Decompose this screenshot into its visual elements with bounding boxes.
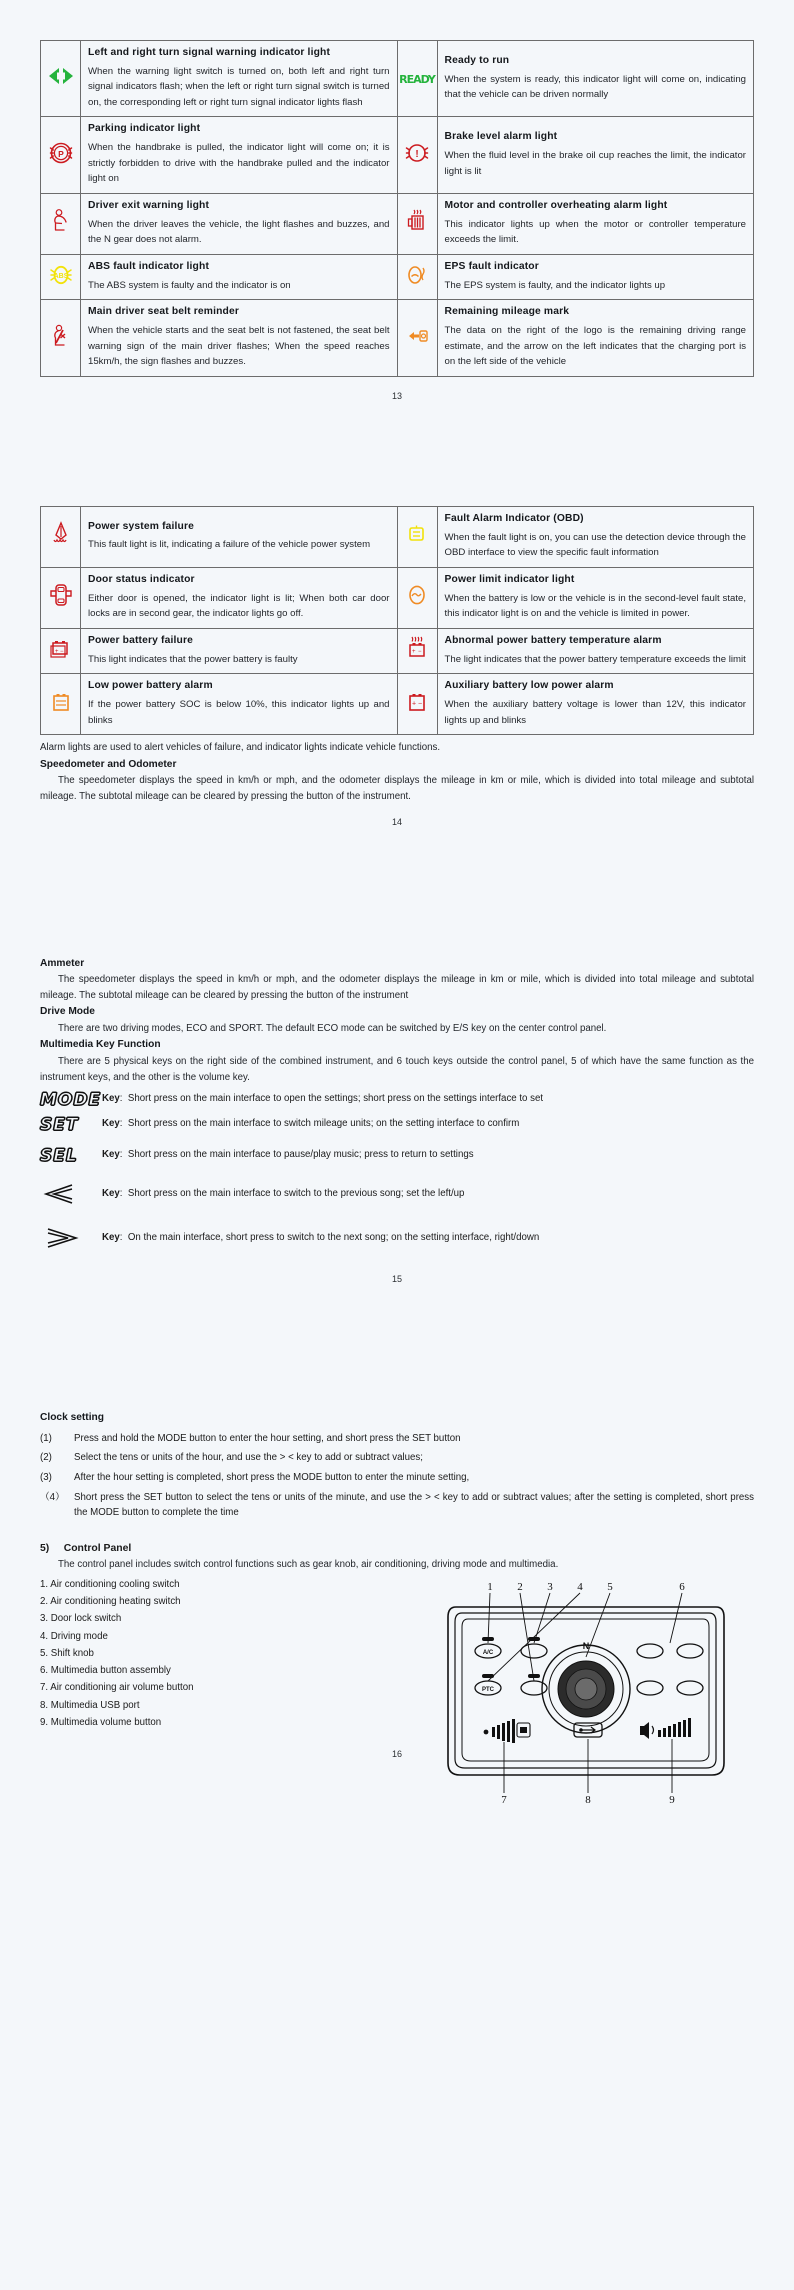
indicator-desc: The EPS system is faulty, and the indicator lights up	[444, 279, 666, 291]
control-panel-diagram	[434, 1577, 744, 1807]
indicator-desc: When the warning light switch is turned on, both left and right turn signal indicators flash; when the left or right turn signal switch is turned on, the corresponding left or right turn signal indicator lights flash	[88, 65, 390, 108]
page-number: 14	[391, 816, 402, 827]
ptc-button-label[interactable]: PTC	[482, 1687, 494, 1694]
indicator-desc: This light indicates that the power battery is faulty	[88, 653, 298, 665]
multimedia-body: There are 5 physical keys on the right side of the combined instrument, and 6 touch keys outside the control panel, 5 of which have the same function as the instrument keys, and the other is the volume key.	[40, 1055, 754, 1083]
auxiliary-battery-icon	[397, 674, 437, 735]
indicator-table-2	[40, 506, 754, 735]
set-key-icon	[40, 1116, 102, 1135]
list-item	[40, 1450, 754, 1466]
parking-brake-icon	[41, 117, 81, 193]
key-label: Key	[102, 1232, 120, 1244]
list-item	[40, 1470, 754, 1486]
ammeter-body: The speedometer displays the speed in km/h or mph, and the odometer displays the mileage in km or mile, which is divided into total mileage and subtotal mileage. The subtotal mileage can be cleared by pressing the button of the instrument	[40, 973, 754, 1001]
control-panel-number: 5)	[40, 1543, 50, 1555]
svg-text:−: −	[59, 649, 64, 656]
multimedia-button-4[interactable]	[677, 1681, 703, 1695]
key-row-set	[40, 1116, 754, 1135]
low-power-battery-icon	[41, 674, 81, 735]
indicator-desc: The ABS system is faulty and the indicator is on	[88, 279, 291, 291]
page-number: 13	[391, 390, 402, 401]
list-item	[40, 1490, 754, 1521]
control-panel-item: 2. Air conditioning heating switch	[40, 1596, 181, 1608]
callout-8: 8	[585, 1794, 591, 1807]
driver-exit-icon	[41, 193, 81, 254]
ready-text-icon: READY	[397, 41, 437, 117]
clock-heading: Clock setting	[40, 1412, 104, 1424]
indicator-desc: If the power battery SOC is below 10%, this indicator lights up and blinks	[88, 699, 390, 726]
indicator-title: Auxiliary battery low power alarm	[444, 680, 614, 692]
previous-track-icon	[40, 1182, 102, 1210]
indicator-title: Power limit indicator light	[444, 573, 575, 585]
key-label: Key	[102, 1118, 120, 1130]
set-key-glyph: SET	[40, 1115, 79, 1136]
indicator-desc: This indicator lights up when the motor or controller temperature exceeds the limit.	[444, 218, 746, 246]
step-text: Press and hold the MODE button to enter the hour setting, and short press the SET button	[74, 1432, 461, 1444]
indicator-desc: When the system is ready, this indicator light will come on, indicating that the vehicle can be driven normally	[444, 73, 746, 101]
control-panel-item: 4. Driving mode	[40, 1630, 108, 1642]
indicator-title: Parking indicator light	[88, 123, 201, 135]
svg-text:!: !	[415, 148, 419, 160]
multimedia-button-2[interactable]	[677, 1644, 703, 1658]
table-row	[41, 117, 754, 193]
key-desc: Short press on the main interface to open the settings; short press on the settings interface to set	[127, 1093, 544, 1105]
key-sep: :	[119, 1118, 123, 1130]
drive-mode-body: There are two driving modes, ECO and SPORT. The default ECO mode can be switched by E/S key on the center control panel.	[58, 1022, 607, 1034]
step-text: Select the tens or units of the hour, and use the > < key to add or subtract values;	[74, 1452, 423, 1464]
table-row	[41, 193, 754, 254]
indicator-title: Fault Alarm Indicator (OBD)	[444, 512, 584, 524]
indicator-desc: Either door is opened, the indicator light is lit; When both car door locks are in second gear, the indicator lights go off.	[88, 592, 390, 620]
multimedia-volume-slider[interactable]	[640, 1718, 691, 1739]
indicator-desc: When the fluid level in the brake oil cup reaches the limit, the indicator light is lit	[444, 150, 746, 177]
table-row	[41, 674, 754, 735]
key-desc: Short press on the main interface to pause/play music; press to return to settings	[127, 1149, 474, 1161]
turn-signal-arrows-icon	[41, 41, 81, 117]
svg-text:+: +	[412, 700, 417, 708]
key-desc: Short press on the main interface to switch to the previous song; set the left/up	[127, 1188, 465, 1200]
indicator-desc: When the handbrake is pulled, the indicator light will come on; it is strictly forbidden to drive with the handbrake pulled and the indicator light on	[88, 142, 390, 185]
step-number: (3)	[40, 1472, 52, 1484]
page-number: 16	[391, 1749, 402, 1760]
indicator-desc: When the vehicle starts and the seat belt is not fastened, the seat belt warning sign of the main driver flashes; When the speed reaches 15km/h, the sign flashes and buzzes.	[88, 325, 390, 368]
control-panel-heading: Control Panel	[63, 1543, 132, 1555]
page-number: 15	[391, 1274, 402, 1285]
key-desc: Short press on the main interface to switch mileage units; on the setting interface to confirm	[127, 1118, 520, 1130]
indicator-desc: When the fault light is on, you can use the detection device through the OBD interface to view the specific fault information	[444, 531, 746, 559]
table-row	[41, 506, 754, 567]
abs-fault-icon	[41, 254, 81, 299]
speedometer-body: The speedometer displays the speed in km/h or mph, and the odometer displays the mileage in km or mile, which is divided into total mileage and subtotal mileage. The subtotal mileage can be cleared by pressing the button of the instrument.	[40, 775, 754, 802]
svg-text:+: +	[54, 649, 59, 656]
key-sep: :	[119, 1149, 123, 1161]
control-panel-item: 3. Door lock switch	[40, 1613, 122, 1625]
obd-fault-alarm-icon	[397, 506, 437, 567]
table-row	[41, 567, 754, 628]
control-panel-item: 8. Multimedia USB port	[40, 1699, 140, 1711]
key-sep: :	[119, 1188, 123, 1200]
key-label: Key	[102, 1093, 120, 1105]
mode-key-icon	[40, 1091, 102, 1110]
svg-text:−: −	[418, 700, 423, 708]
table-row	[41, 628, 754, 673]
power-system-failure-icon	[41, 506, 81, 567]
key-label: Key	[102, 1149, 120, 1161]
key-sep: :	[119, 1093, 123, 1105]
step-text: Short press the SET button to select the tens or units of the minute, and use the > < key to add or subtract values; after the setting is completed, short press the MODE button to complete the time	[74, 1491, 754, 1519]
indicator-table-1	[40, 40, 754, 377]
power-limit-icon	[397, 567, 437, 628]
ammeter-heading: Ammeter	[40, 957, 85, 969]
table-row	[41, 300, 754, 376]
drive-mode-button[interactable]	[521, 1681, 547, 1695]
multimedia-heading: Multimedia Key Function	[40, 1039, 161, 1051]
indicator-desc: When the driver leaves the vehicle, the light flashes and buzzes, and the N gear does not alarm.	[88, 218, 390, 246]
key-row-previous	[40, 1182, 754, 1210]
indicator-title: Door status indicator	[88, 573, 195, 585]
indicator-title: Ready to run	[444, 54, 510, 66]
seat-belt-icon	[41, 300, 81, 376]
control-panel-item: 1. Air conditioning cooling switch	[40, 1578, 180, 1590]
sel-key-glyph: SEL	[40, 1146, 78, 1167]
door-status-icon	[41, 567, 81, 628]
step-number: （4）	[40, 1491, 65, 1503]
callout-2: 2	[517, 1581, 523, 1594]
control-panel-item: 5. Shift knob	[40, 1647, 94, 1659]
control-panel-item: 9. Multimedia volume button	[40, 1717, 162, 1729]
alarm-note: Alarm lights are used to alert vehicles of failure, and indicator lights indicate vehicle functions.	[40, 742, 441, 754]
callout-1: 1	[487, 1581, 493, 1594]
control-panel-body: The control panel includes switch control functions such as gear knob, air conditioning, driving mode and multimedia.	[58, 1559, 559, 1571]
mode-key-glyph: MODE	[40, 1090, 102, 1111]
indicator-title: Driver exit warning light	[88, 199, 210, 211]
motor-overheat-icon	[397, 193, 437, 254]
table-row	[41, 254, 754, 299]
indicator-title: EPS fault indicator	[444, 260, 539, 272]
key-label: Key	[102, 1188, 120, 1200]
multimedia-button-1[interactable]	[637, 1644, 663, 1658]
multimedia-button-3[interactable]	[637, 1681, 663, 1695]
eps-fault-icon	[397, 254, 437, 299]
control-panel-item: 7. Air conditioning air volume button	[40, 1682, 194, 1694]
indicator-desc: When the battery is low or the vehicle is in the second-level fault state, this indicator light is on and the vehicle is limited in power.	[444, 592, 746, 620]
battery-temperature-icon	[397, 628, 437, 673]
indicator-title: Power battery failure	[88, 634, 194, 646]
key-row-next	[40, 1226, 754, 1254]
svg-text:ABS: ABS	[53, 272, 68, 280]
svg-text:−: −	[418, 649, 422, 656]
key-desc: On the main interface, short press to switch to the next song; on the setting interface, right/down	[127, 1232, 540, 1244]
ac-button-label[interactable]: A/C	[482, 1650, 494, 1657]
indicator-title: Main driver seat belt reminder	[88, 306, 239, 318]
power-battery-failure-icon	[41, 628, 81, 673]
callout-6: 6	[679, 1581, 685, 1594]
callout-9: 9	[669, 1794, 675, 1807]
sel-key-icon	[40, 1147, 102, 1166]
remaining-mileage-icon	[397, 300, 437, 376]
indicator-desc: This fault light is lit, indicating a failure of the vehicle power system	[88, 539, 371, 551]
brake-level-icon	[397, 117, 437, 193]
indicator-title: Low power battery alarm	[88, 680, 213, 692]
callout-5: 5	[607, 1581, 613, 1594]
key-row-mode	[40, 1091, 754, 1110]
clock-steps	[40, 1431, 754, 1522]
step-text: After the hour setting is completed, short press the MODE button to enter the minute setting,	[74, 1472, 470, 1484]
indicator-title: ABS fault indicator light	[88, 260, 210, 272]
gear-n-label: N	[582, 1641, 590, 1652]
indicator-title: Left and right turn signal warning indicator light	[88, 47, 331, 58]
indicator-title: Abnormal power battery temperature alarm	[444, 634, 662, 646]
drive-mode-heading: Drive Mode	[40, 1006, 95, 1018]
indicator-title: Brake level alarm light	[444, 131, 558, 143]
list-item	[40, 1431, 754, 1447]
indicator-desc: When the auxiliary battery voltage is lower than 12V, this indicator lights up and blinks	[444, 699, 746, 726]
callout-4: 4	[577, 1581, 583, 1594]
callout-7: 7	[501, 1794, 507, 1807]
step-number: (2)	[40, 1452, 52, 1464]
fan-volume-slider[interactable]	[484, 1719, 530, 1743]
svg-text:+: +	[412, 649, 416, 656]
step-number: (1)	[40, 1432, 52, 1444]
indicator-title: Motor and controller overheating alarm light	[444, 199, 668, 211]
callout-3: 3	[547, 1581, 553, 1594]
key-sep: :	[119, 1232, 123, 1244]
speedometer-heading: Speedometer and Odometer	[40, 758, 177, 770]
next-track-icon	[40, 1226, 102, 1254]
indicator-title: Power system failure	[88, 520, 195, 532]
key-row-sel	[40, 1147, 754, 1166]
indicator-desc: The light indicates that the power battery temperature exceeds the limit	[444, 653, 746, 665]
control-panel-item: 6. Multimedia button assembly	[40, 1665, 171, 1677]
svg-text:P: P	[57, 148, 64, 159]
indicator-title: Remaining mileage mark	[444, 306, 570, 318]
indicator-desc: The data on the right of the logo is the remaining driving range estimate, and the arrow on the left indicates that the charging port is on the left side of the vehicle	[444, 325, 746, 368]
table-row	[41, 41, 754, 117]
